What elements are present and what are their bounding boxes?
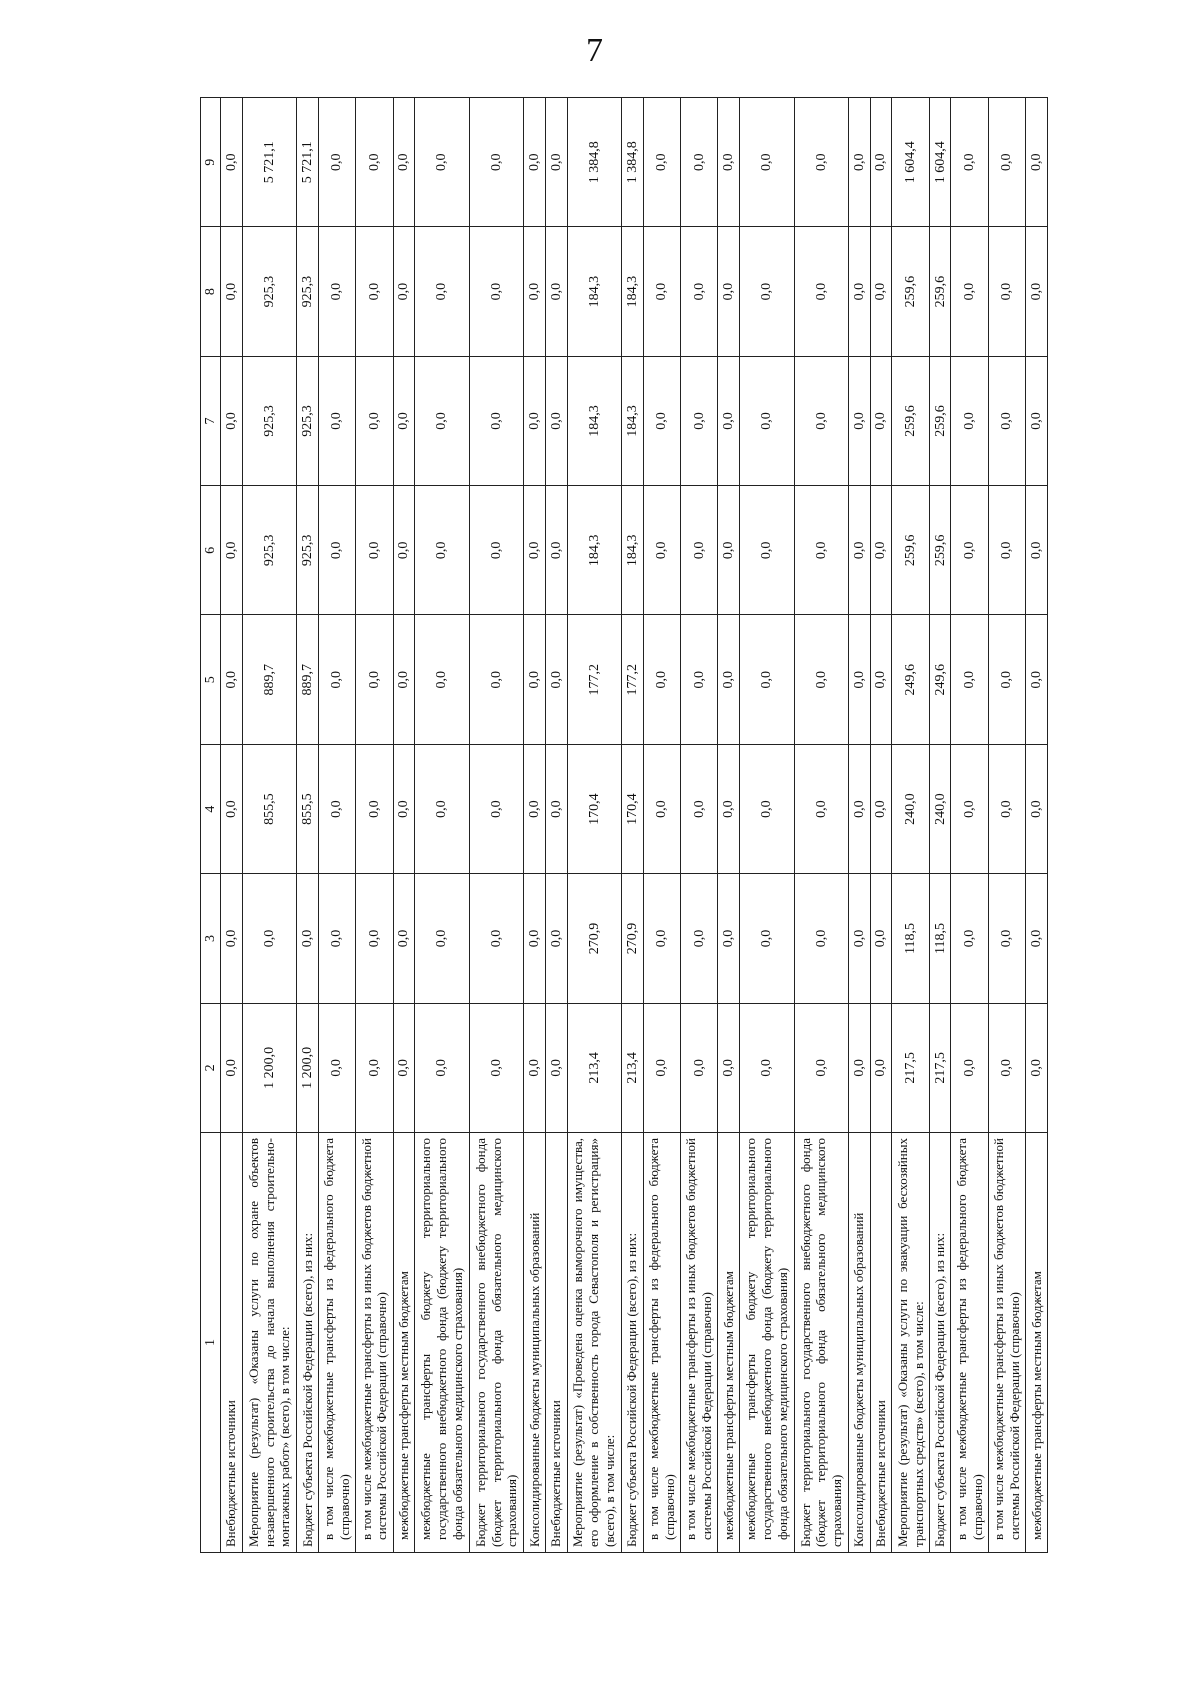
row-value: 0,0 xyxy=(545,744,567,873)
row-value: 0,0 xyxy=(988,227,1025,356)
row-value: 217,5 xyxy=(892,1003,929,1132)
row-value: 925,3 xyxy=(242,356,297,485)
row-label: Консолидированные бюджеты муниципальных образований xyxy=(524,1133,546,1553)
table-body xyxy=(221,98,1048,1553)
row-value: 184,3 xyxy=(622,356,644,485)
row-value: 0,0 xyxy=(415,874,470,1003)
row-value: 0,0 xyxy=(356,227,393,356)
row-value: 1 200,0 xyxy=(297,1003,319,1132)
row-value: 855,5 xyxy=(242,744,297,873)
row-value: 184,3 xyxy=(567,486,622,615)
row-value: 0,0 xyxy=(318,98,355,227)
row-value: 213,4 xyxy=(622,1003,644,1132)
row-value: 0,0 xyxy=(393,356,415,485)
row-value: 0,0 xyxy=(545,615,567,744)
row-value: 0,0 xyxy=(870,615,892,744)
row-value: 0,0 xyxy=(794,486,849,615)
row-value: 0,0 xyxy=(794,1003,849,1132)
row-value: 5 721,1 xyxy=(242,98,297,227)
row-value: 184,3 xyxy=(567,356,622,485)
row-label: Внебюджетные источники xyxy=(545,1133,567,1553)
row-value: 0,0 xyxy=(356,486,393,615)
row-value: 0,0 xyxy=(870,744,892,873)
row-value: 889,7 xyxy=(297,615,319,744)
row-label: Внебюджетные источники xyxy=(221,1133,243,1553)
row-value: 0,0 xyxy=(1026,874,1048,1003)
row-value: 1 200,0 xyxy=(242,1003,297,1132)
row-label: Мероприятие (результат) «Оказаны услуги по эвакуации бесхозяйных транспортных средств» (всего), в том числе: xyxy=(892,1133,929,1553)
row-value: 0,0 xyxy=(718,744,740,873)
row-value: 0,0 xyxy=(849,615,871,744)
row-label: межбюджетные трансферты местным бюджетам xyxy=(718,1133,740,1553)
table-row xyxy=(524,98,546,1553)
row-value: 889,7 xyxy=(242,615,297,744)
column-header: 5 xyxy=(201,615,221,744)
row-value: 0,0 xyxy=(221,486,243,615)
row-value: 177,2 xyxy=(622,615,644,744)
table-row xyxy=(318,98,355,1553)
row-value: 0,0 xyxy=(545,98,567,227)
row-value: 0,0 xyxy=(794,227,849,356)
row-value: 0,0 xyxy=(718,874,740,1003)
row-value: 0,0 xyxy=(643,98,680,227)
row-label: в том числе межбюджетные трансферты из федерального бюджета (справочно) xyxy=(951,1133,988,1553)
row-value: 0,0 xyxy=(393,98,415,227)
row-value: 1 604,4 xyxy=(892,98,929,227)
row-value: 0,0 xyxy=(469,356,524,485)
table-row xyxy=(469,98,524,1553)
row-value: 0,0 xyxy=(718,1003,740,1132)
row-label: в том числе межбюджетные трансферты из федерального бюджета (справочно) xyxy=(318,1133,355,1553)
row-value: 0,0 xyxy=(356,874,393,1003)
row-value: 0,0 xyxy=(1026,98,1048,227)
row-value: 0,0 xyxy=(794,98,849,227)
row-value: 0,0 xyxy=(740,227,795,356)
row-value: 0,0 xyxy=(221,227,243,356)
row-value: 0,0 xyxy=(1026,615,1048,744)
table-row xyxy=(794,98,849,1553)
row-value: 249,6 xyxy=(892,615,929,744)
row-value: 0,0 xyxy=(415,744,470,873)
row-label: межбюджетные трансферты местным бюджетам xyxy=(393,1133,415,1553)
row-value: 0,0 xyxy=(849,1003,871,1132)
column-header: 2 xyxy=(201,1003,221,1132)
row-value: 0,0 xyxy=(643,615,680,744)
row-value: 0,0 xyxy=(356,744,393,873)
row-value: 0,0 xyxy=(524,744,546,873)
row-value: 0,0 xyxy=(870,1003,892,1132)
row-value: 0,0 xyxy=(1026,227,1048,356)
row-value: 240,0 xyxy=(929,744,951,873)
row-value: 0,0 xyxy=(393,874,415,1003)
row-value: 0,0 xyxy=(545,227,567,356)
row-value: 0,0 xyxy=(681,615,718,744)
table-row xyxy=(297,98,319,1553)
table-row xyxy=(718,98,740,1553)
row-value: 249,6 xyxy=(929,615,951,744)
table-row xyxy=(870,98,892,1553)
row-label: Мероприятие (результат) «Оказаны услуги по охране объектов незавершенного строительства до начала выполнения строительно-монтажных работ» (всего), в том числе: xyxy=(242,1133,297,1553)
row-value: 1 384,8 xyxy=(622,98,644,227)
row-value: 0,0 xyxy=(1026,486,1048,615)
row-value: 0,0 xyxy=(643,744,680,873)
row-value: 0,0 xyxy=(469,874,524,1003)
table-row xyxy=(221,98,243,1553)
row-value: 1 384,8 xyxy=(567,98,622,227)
column-header: 3 xyxy=(201,874,221,1003)
row-value: 0,0 xyxy=(524,227,546,356)
row-value: 270,9 xyxy=(622,874,644,1003)
row-value: 0,0 xyxy=(951,874,988,1003)
row-value: 0,0 xyxy=(318,1003,355,1132)
row-value: 0,0 xyxy=(988,486,1025,615)
rotated-table-container xyxy=(200,97,1048,1553)
row-value: 0,0 xyxy=(870,486,892,615)
row-value: 0,0 xyxy=(524,98,546,227)
table-row xyxy=(643,98,680,1553)
table-row xyxy=(929,98,951,1553)
row-value: 240,0 xyxy=(892,744,929,873)
row-value: 259,6 xyxy=(892,486,929,615)
row-value: 0,0 xyxy=(221,98,243,227)
row-value: 118,5 xyxy=(929,874,951,1003)
row-value: 0,0 xyxy=(545,486,567,615)
row-value: 0,0 xyxy=(221,874,243,1003)
row-value: 0,0 xyxy=(718,486,740,615)
row-value: 0,0 xyxy=(643,356,680,485)
row-value: 0,0 xyxy=(221,615,243,744)
row-value: 0,0 xyxy=(221,744,243,873)
row-value: 0,0 xyxy=(415,227,470,356)
row-value: 0,0 xyxy=(524,1003,546,1132)
row-value: 0,0 xyxy=(415,486,470,615)
table-row xyxy=(622,98,644,1553)
row-value: 0,0 xyxy=(318,486,355,615)
row-value: 184,3 xyxy=(622,227,644,356)
row-value: 0,0 xyxy=(524,486,546,615)
row-value: 0,0 xyxy=(393,615,415,744)
row-value: 118,5 xyxy=(892,874,929,1003)
header-row xyxy=(201,98,221,1553)
row-value: 0,0 xyxy=(545,1003,567,1132)
row-value: 0,0 xyxy=(356,615,393,744)
row-value: 0,0 xyxy=(318,227,355,356)
row-value: 0,0 xyxy=(988,744,1025,873)
row-label: в том числе межбюджетные трансферты из иных бюджетов бюджетной системы Российской Федерации (справочно) xyxy=(988,1133,1025,1553)
table-row xyxy=(740,98,795,1553)
row-value: 0,0 xyxy=(740,486,795,615)
row-value: 259,6 xyxy=(929,486,951,615)
row-value: 0,0 xyxy=(318,874,355,1003)
row-value: 0,0 xyxy=(643,1003,680,1132)
row-value: 0,0 xyxy=(415,615,470,744)
row-value: 0,0 xyxy=(849,227,871,356)
row-value: 925,3 xyxy=(242,486,297,615)
row-value: 0,0 xyxy=(524,356,546,485)
row-label: Консолидированные бюджеты муниципальных образований xyxy=(849,1133,871,1553)
row-value: 0,0 xyxy=(393,486,415,615)
row-value: 0,0 xyxy=(951,486,988,615)
row-value: 184,3 xyxy=(622,486,644,615)
row-value: 0,0 xyxy=(356,356,393,485)
row-label: межбюджетные трансферты местным бюджетам xyxy=(1026,1133,1048,1553)
row-value: 0,0 xyxy=(794,744,849,873)
row-value: 855,5 xyxy=(297,744,319,873)
table-row xyxy=(242,98,297,1553)
row-value: 0,0 xyxy=(318,744,355,873)
row-value: 0,0 xyxy=(988,874,1025,1003)
row-value: 0,0 xyxy=(849,486,871,615)
row-label: в том числе межбюджетные трансферты из иных бюджетов бюджетной системы Российской Федерации (справочно) xyxy=(681,1133,718,1553)
row-value: 184,3 xyxy=(567,227,622,356)
row-value: 0,0 xyxy=(681,1003,718,1132)
row-value: 0,0 xyxy=(415,98,470,227)
row-value: 925,3 xyxy=(297,356,319,485)
row-label: межбюджетные трансферты бюджету территориального государственного внебюджетного фонда (бюджету территориального фонда обязательного медицинского страхования) xyxy=(415,1133,470,1553)
row-value: 0,0 xyxy=(318,356,355,485)
row-value: 270,9 xyxy=(567,874,622,1003)
row-value: 0,0 xyxy=(469,615,524,744)
page-number: 7 xyxy=(586,32,603,69)
column-header: 9 xyxy=(201,98,221,227)
row-value: 0,0 xyxy=(870,98,892,227)
row-value: 259,6 xyxy=(892,227,929,356)
row-label: Мероприятие (результат) «Проведена оценка выморочного имущества, его оформление в собственность города Севастополя и регистрация» (всего), в том числе: xyxy=(567,1133,622,1553)
row-value: 0,0 xyxy=(469,98,524,227)
row-value: 170,4 xyxy=(622,744,644,873)
row-value: 0,0 xyxy=(356,98,393,227)
row-value: 0,0 xyxy=(297,874,319,1003)
row-label: Бюджет субъекта Российской Федерации (всего), из них: xyxy=(622,1133,644,1553)
row-value: 0,0 xyxy=(356,1003,393,1132)
row-value: 0,0 xyxy=(740,615,795,744)
row-label: межбюджетные трансферты бюджету территориального государственного внебюджетного фонда (бюджету территориального фонда обязательного медицинского страхования) xyxy=(740,1133,795,1553)
row-label: в том числе межбюджетные трансферты из федерального бюджета (справочно) xyxy=(643,1133,680,1553)
row-value: 0,0 xyxy=(393,227,415,356)
row-value: 0,0 xyxy=(718,356,740,485)
table-row xyxy=(415,98,470,1553)
table-row xyxy=(393,98,415,1553)
row-value: 0,0 xyxy=(415,1003,470,1132)
row-value: 0,0 xyxy=(794,874,849,1003)
row-value: 1 604,4 xyxy=(929,98,951,227)
row-value: 0,0 xyxy=(681,227,718,356)
row-value: 0,0 xyxy=(951,227,988,356)
budget-table xyxy=(200,97,1048,1553)
table-row xyxy=(951,98,988,1553)
column-header: 4 xyxy=(201,744,221,873)
row-value: 0,0 xyxy=(221,356,243,485)
row-value: 177,2 xyxy=(567,615,622,744)
row-value: 259,6 xyxy=(929,356,951,485)
row-value: 0,0 xyxy=(870,874,892,1003)
row-value: 0,0 xyxy=(740,356,795,485)
row-label: Бюджет территориального государственного внебюджетного фонда (бюджет территориального фонда обязательного медицинского страхования) xyxy=(469,1133,524,1553)
table-row xyxy=(567,98,622,1553)
row-value: 0,0 xyxy=(545,874,567,1003)
row-value: 0,0 xyxy=(393,744,415,873)
table-row xyxy=(849,98,871,1553)
row-value: 0,0 xyxy=(718,98,740,227)
row-value: 0,0 xyxy=(469,744,524,873)
row-value: 0,0 xyxy=(545,356,567,485)
row-value: 0,0 xyxy=(870,356,892,485)
row-value: 0,0 xyxy=(1026,744,1048,873)
row-value: 0,0 xyxy=(951,98,988,227)
row-value: 0,0 xyxy=(951,356,988,485)
row-value: 0,0 xyxy=(221,1003,243,1132)
column-header: 6 xyxy=(201,486,221,615)
row-value: 0,0 xyxy=(469,486,524,615)
row-value: 0,0 xyxy=(681,486,718,615)
row-value: 925,3 xyxy=(297,227,319,356)
row-label: Бюджет субъекта Российской Федерации (всего), из них: xyxy=(297,1133,319,1553)
column-header: 1 xyxy=(201,1133,221,1553)
row-value: 217,5 xyxy=(929,1003,951,1132)
row-value: 0,0 xyxy=(643,227,680,356)
row-value: 0,0 xyxy=(718,615,740,744)
row-value: 0,0 xyxy=(242,874,297,1003)
row-value: 0,0 xyxy=(1026,1003,1048,1132)
row-value: 0,0 xyxy=(643,874,680,1003)
row-value: 0,0 xyxy=(849,744,871,873)
row-value: 0,0 xyxy=(988,615,1025,744)
table-row xyxy=(1026,98,1048,1553)
row-value: 0,0 xyxy=(849,356,871,485)
row-value: 0,0 xyxy=(740,874,795,1003)
table-row xyxy=(892,98,929,1553)
row-label: в том числе межбюджетные трансферты из иных бюджетов бюджетной системы Российской Федерации (справочно) xyxy=(356,1133,393,1553)
row-value: 0,0 xyxy=(988,98,1025,227)
row-value: 0,0 xyxy=(740,744,795,873)
row-value: 0,0 xyxy=(988,356,1025,485)
table-row xyxy=(681,98,718,1553)
column-header: 7 xyxy=(201,356,221,485)
row-value: 0,0 xyxy=(524,615,546,744)
row-value: 0,0 xyxy=(740,1003,795,1132)
row-value: 0,0 xyxy=(681,744,718,873)
row-value: 0,0 xyxy=(1026,356,1048,485)
row-value: 0,0 xyxy=(951,615,988,744)
row-value: 925,3 xyxy=(297,486,319,615)
row-value: 0,0 xyxy=(681,874,718,1003)
row-value: 0,0 xyxy=(469,227,524,356)
row-value: 0,0 xyxy=(951,1003,988,1132)
row-value: 170,4 xyxy=(567,744,622,873)
row-value: 0,0 xyxy=(643,486,680,615)
table-row xyxy=(988,98,1025,1553)
table-row xyxy=(545,98,567,1553)
column-header: 8 xyxy=(201,227,221,356)
row-value: 0,0 xyxy=(740,98,795,227)
row-value: 0,0 xyxy=(469,1003,524,1132)
row-value: 5 721,1 xyxy=(297,98,319,227)
row-value: 0,0 xyxy=(988,1003,1025,1132)
row-label: Внебюджетные источники xyxy=(870,1133,892,1553)
row-value: 0,0 xyxy=(393,1003,415,1132)
row-value: 0,0 xyxy=(318,615,355,744)
row-value: 0,0 xyxy=(415,356,470,485)
row-value: 213,4 xyxy=(567,1003,622,1132)
row-value: 0,0 xyxy=(794,356,849,485)
row-label: Бюджет территориального государственного внебюджетного фонда (бюджет территориального фонда обязательного медицинского страхования) xyxy=(794,1133,849,1553)
row-value: 0,0 xyxy=(718,227,740,356)
table-row xyxy=(356,98,393,1553)
row-value: 0,0 xyxy=(681,356,718,485)
row-value: 0,0 xyxy=(849,874,871,1003)
row-value: 0,0 xyxy=(681,98,718,227)
row-value: 0,0 xyxy=(524,874,546,1003)
row-value: 259,6 xyxy=(892,356,929,485)
row-label: Бюджет субъекта Российской Федерации (всего), из них: xyxy=(929,1133,951,1553)
row-value: 925,3 xyxy=(242,227,297,356)
row-value: 0,0 xyxy=(849,98,871,227)
row-value: 0,0 xyxy=(870,227,892,356)
row-value: 0,0 xyxy=(951,744,988,873)
row-value: 0,0 xyxy=(794,615,849,744)
row-value: 259,6 xyxy=(929,227,951,356)
